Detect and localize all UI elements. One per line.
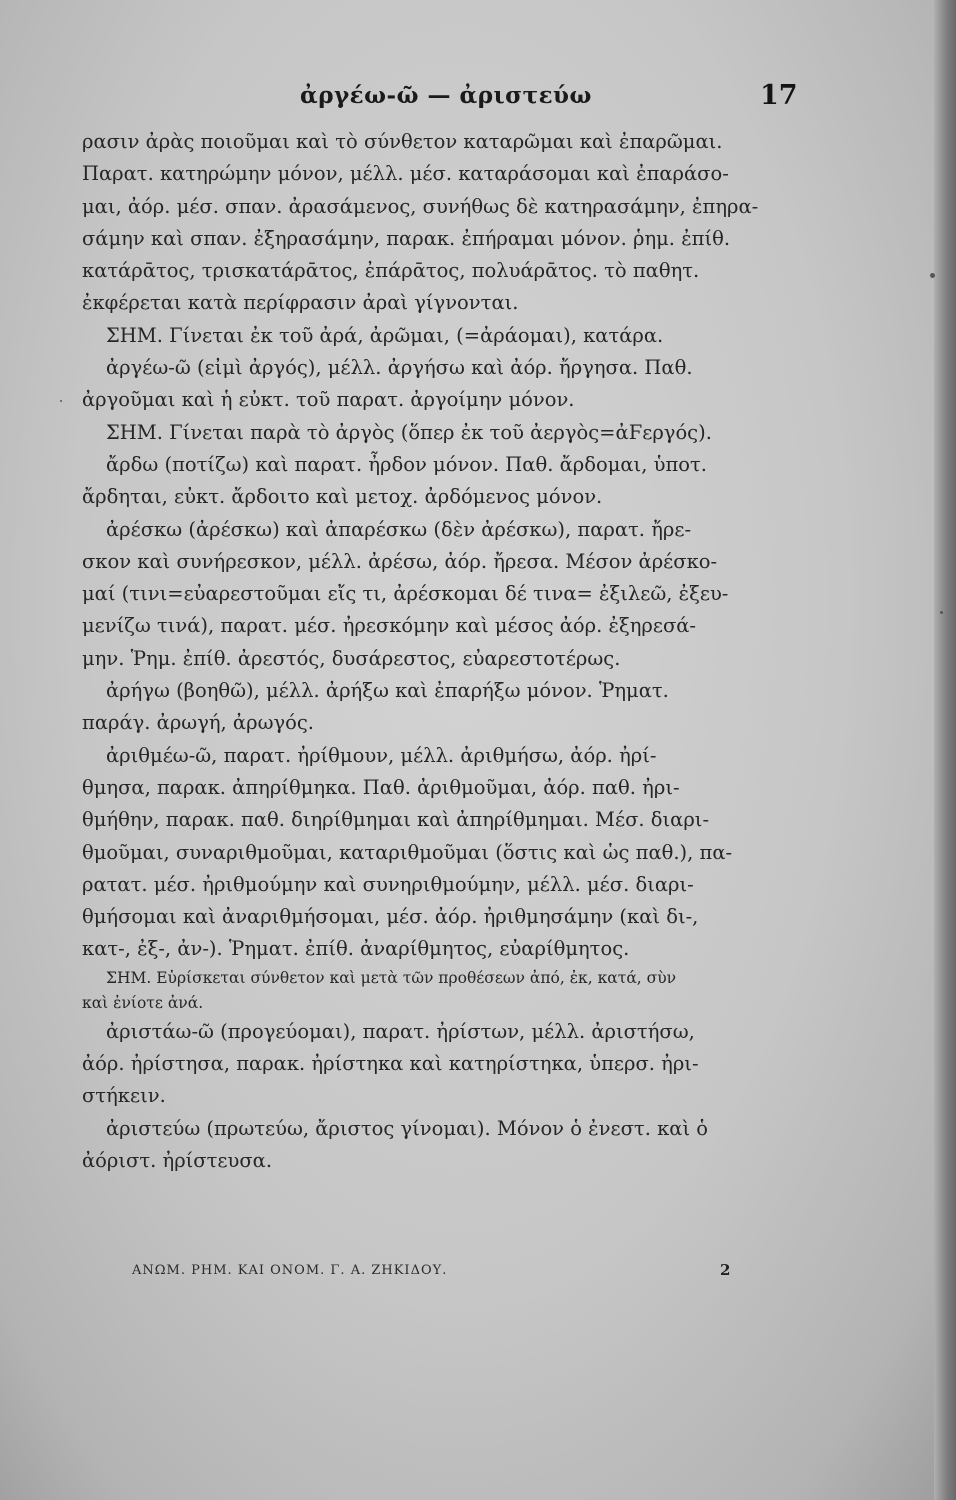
- text-line: ἀρήγω (βοηθῶ), μέλλ. ἀρήξω καὶ ἐπαρήξω μόνον. Ῥηματ.: [106, 679, 669, 703]
- text-line: ἀόρ. ἠρίστησα, παρακ. ἠρίστηκα καὶ κατηρίστηκα, ὑπερσ. ἠρι-: [82, 1052, 699, 1076]
- text-line: θμήσομαι καὶ ἀναριθμήσομαι, μέσ. ἀόρ. ἠριθμησάμην (καὶ δι-,: [82, 905, 699, 929]
- text-line: κατάρᾱτος, τρισκατάρᾱτος, ἐπάρᾱτος, πολυάρᾱτος. τὸ παθητ.: [82, 259, 700, 283]
- text-line: ρατατ. μέσ. ἠριθμούμην καὶ συνηριθμούμην, μέλλ. μέσ. διαρι-: [82, 872, 694, 896]
- text-line: σάμην καὶ σπαν. ἐξηρασάμην, παρακ. ἐπήραμαι μόνον. ῥημ. ἐπίθ.: [82, 226, 731, 250]
- gathering-mark: 2: [720, 1261, 731, 1279]
- page-footer: [0, 1263, 956, 1287]
- text-line: ΣΗΜ. Γίνεται παρὰ τὸ ἀργὸς (ὅπερ ἐκ τοῦ ἀεργὸς=ἀϜεργός).: [106, 420, 712, 444]
- text-line: Παρατ. κατηρώμην μόνον, μέλλ. μέσ. καταράσομαι καὶ ἐπαράσο-: [82, 162, 729, 186]
- text-line: ἀργέω-ῶ (εἰμὶ ἀργός), μέλλ. ἀργήσω καὶ ἀόρ. ἤργησα. Παθ.: [106, 356, 693, 380]
- text-line: θμοῦμαι, συναριθμοῦμαι, καταριθμοῦμαι (ὅστις καὶ ὡς παθ.), πα-: [82, 840, 733, 864]
- text-line: ἀόριστ. ἠρίστευσα.: [82, 1148, 273, 1172]
- text-line: ἀρέσκω (ἀρέσκω) καὶ ἀπαρέσκω (δὲν ἀρέσκω), παρατ. ἤρε-: [106, 517, 692, 541]
- text-line: μαί (τινι=εὐαρεστοῦμαι εἴς τι, ἀρέσκομαι δέ τινα= ἐξιλεῶ, ἐξευ-: [82, 582, 729, 606]
- running-head: ἀργέω-ῶ — ἀριστεύω: [300, 82, 592, 109]
- text-line: μαι, ἀόρ. μέσ. σπαν. ἀρασάμενος, συνήθως δὲ κατηρασάμην, ἐπηρα-: [82, 194, 759, 218]
- text-line: παράγ. ἀρωγή, ἀρωγός.: [82, 711, 314, 735]
- text-line: ἀριστάω-ῶ (προγεύομαι), παρατ. ἠρίστων, μέλλ. ἀριστήσω,: [106, 1019, 695, 1043]
- text-line: μενίζω τινά), παρατ. μέσ. ἠρεσκόμην καὶ μέσος ἀόρ. ἐξηρεσά-: [82, 614, 697, 638]
- text-line: θμησα, παρακ. ἀπηρίθμηκα. Παθ. ἀριθμοῦμαι, ἀόρ. παθ. ἠρι-: [82, 775, 680, 799]
- text-line: ἄρδηται, εὐκτ. ἄρδοιτο καὶ μετοχ. ἀρδόμενος μόνον.: [82, 485, 603, 509]
- text-line: ἀριστεύω (πρωτεύω, ἄριστος γίνομαι). Μόνον ὁ ἐνεστ. καὶ ὁ: [106, 1116, 709, 1140]
- text-line: ΣΗΜ. Γίνεται ἐκ τοῦ ἀρά, ἀρῶμαι, (=ἀράομαι), κατάρα.: [106, 323, 664, 347]
- text-line: ΣΗΜ. Εὑρίσκεται σύνθετον καὶ μετὰ τῶν προθέσεων ἀπό, ἐκ, κατά, σὺν: [106, 968, 677, 987]
- text-line: ρασιν ἀρὰς ποιοῦμαι καὶ τὸ σύνθετον καταρῶμαι καὶ ἐπαρῶμαι.: [82, 130, 723, 153]
- page-number: 17: [760, 80, 798, 111]
- text-line: σκον καὶ συνήρεσκον, μέλλ. ἀρέσω, ἀόρ. ἤρεσα. Μέσον ἀρέσκο-: [82, 549, 718, 573]
- text-line: θμήθην, παρακ. παθ. διηρίθμημαι καὶ ἀπηρίθμημαι. Μέσ. διαρι-: [82, 808, 710, 832]
- text-line: κατ-, ἐξ-, ἀν-). Ῥηματ. ἐπίθ. ἀναρίθμητος, εὐαρίθμητος.: [82, 937, 630, 961]
- text-line: μην. Ῥημ. ἐπίθ. ἀρεστός, δυσάρεστος, εὐαρεστοτέρως.: [82, 646, 621, 670]
- text-line: στήκειν.: [82, 1084, 166, 1108]
- ink-speck: [940, 611, 943, 614]
- ink-speck: [930, 273, 935, 278]
- printer-signature: ΑΝΩΜ. ΡΗΜ. ΚΑΙ ΟΝΟΜ. Γ. Α. ΖΗΚΙΔΟΥ.: [132, 1263, 448, 1278]
- text-line: ἀριθμέω-ῶ, παρατ. ἠρίθμουν, μέλλ. ἀριθμήσω, ἀόρ. ἠρί-: [106, 743, 657, 767]
- page-header: [0, 82, 956, 122]
- ink-speck: [60, 400, 62, 402]
- dictionary-text: [82, 126, 822, 1177]
- text-line: καὶ ἐνίοτε ἀνά.: [82, 993, 204, 1012]
- text-line: ἀργοῦμαι καὶ ἡ εὐκτ. τοῦ παρατ. ἀργοίμην μόνον.: [82, 388, 575, 412]
- text-line: ἐκφέρεται κατὰ περίφρασιν ἀραὶ γίγνονται.: [82, 291, 519, 315]
- text-line: ἄρδω (ποτίζω) καὶ παρατ. ἦρδον μόνον. Παθ. ἄρδομαι, ὑποτ.: [106, 452, 707, 476]
